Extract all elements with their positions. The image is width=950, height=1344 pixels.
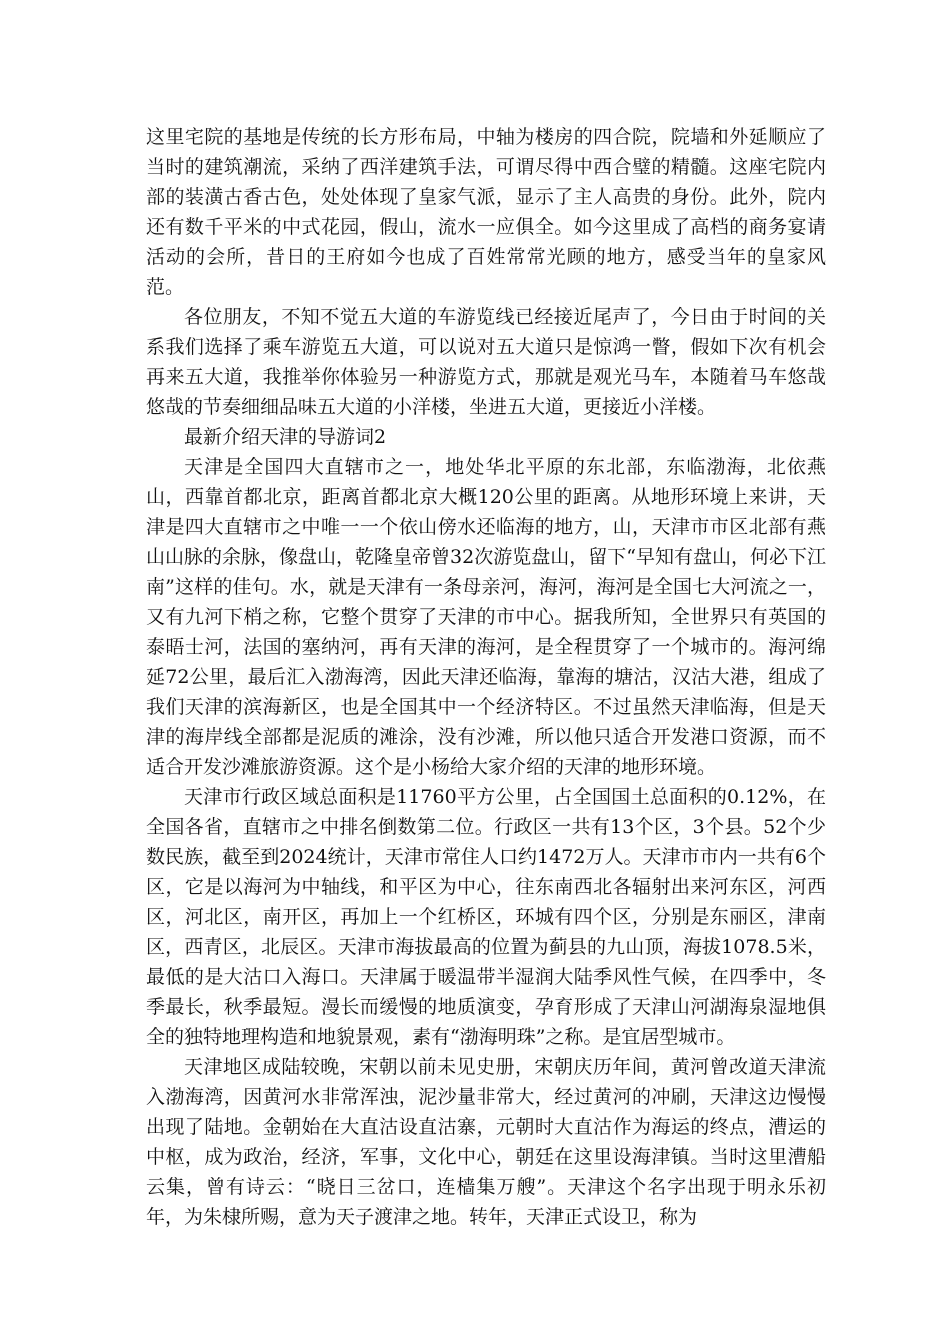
document-page <box>146 122 826 1232</box>
paragraph-administration: 天津市行政区域总面积是11760平方公里，占全国国土总面积的0.12%，在全国各省，直辖市之中排名倒数第二位。行政区一共有13个区，3个县。52个少数民族，截至到2024统计，天津市常住人口约1472万人。天津市市内一共有6个区，它是以海河为中轴线，和平区为中心，往东南西北各辐射出来河东区，河西区，河北区，南开区，再加上一个红桥区，环城有四个区，分别是东丽区，津南区，西青区，北辰区。天津市海拔最高的位置为蓟县的九山顶，海拔1078.5米，最低的是大沽口入海口。天津属于暖温带半湿润大陆季风性气候，在四季中，冬季最长，秋季最短。漫长而缓慢的地质演变，孕育形成了天津山河湖海泉湿地俱全的独特地理构造和地貌景观，素有“渤海明珠”之称。是宜居型城市。 <box>146 786 826 1048</box>
paragraph-geography: 天津是全国四大直辖市之一，地处华北平原的东北部，东临渤海，北依燕山，西靠首都北京，距离首都北京大概120公里的距离。从地形环境上来讲，天津是四大直辖市之中唯一一个依山傍水还临海的地方，山，天津市市区北部有燕山山脉的余脉，像盘山，乾隆皇帝曾32次游览盘山，留下“早知有盘山，何必下江南”这样的佳句。水，就是天津有一条母亲河，海河，海河是全国七大河流之一，又有九河下梢之称，它整个贯穿了天津的市中心。据我所知，全世界只有英国的泰晤士河，法国的塞纳河，再有天津的海河，是全程贯穿了一个城市的。海河绵延72公里，最后汇入渤海湾，因此天津还临海，靠海的塘沽，汉沽大港，组成了我们天津的滨海新区，也是全国其中一个经济特区。不过虽然天津临海，但是天津的海岸线全部都是泥质的滩涂，没有沙滩，所以他只适合开发港口资源，而不适合开发沙滩旅游资源。这个是小杨给大家介绍的天津的地形环境。 <box>146 456 826 778</box>
paragraph-residence: 这里宅院的基地是传统的长方形布局，中轴为楼房的四合院，院墙和外延顺应了当时的建筑潮流，采纳了西洋建筑手法，可谓尽得中西合璧的精髓。这座宅院内部的装潢古香古色，处处体现了皇家气派，显示了主人高贵的身份。此外，院内还有数千平米的中式花园，假山，流水一应俱全。如今这里成了高档的商务宴请活动的会所，昔日的王府如今也成了百姓常常光顾的地方，感受当年的皇家风范。 <box>146 126 826 298</box>
paragraph-wudadao-tour: 各位朋友，不知不觉五大道的车游览线已经接近尾声了，今日由于时间的关系我们选择了乘车游览五大道，可以说对五大道只是惊鸿一瞥，假如下次有机会再来五大道，我推举你体验另一种游览方式，那就是观光马车，本随着马车悠哉悠哉的节奏细细品味五大道的小洋楼，坐进五大道，更接近小洋楼。 <box>146 306 826 418</box>
section-heading: 最新介绍天津的导游词2 <box>184 426 387 448</box>
paragraph-history: 天津地区成陆较晚，宋朝以前未见史册，宋朝庆历年间，黄河曾改道天津流入渤海湾，因黄河水非常浑浊，泥沙量非常大，经过黄河的冲刷，天津这边慢慢出现了陆地。金朝始在大直沽设直沽寨，元朝时大直沽作为海运的终点，漕运的中枢，成为政治，经济，军事，文化中心，朝廷在这里设海津镇。当时这里漕船云集，曾有诗云：“晓日三岔口，连樯集万艘”。天津这个名字出现于明永乐初年，为朱棣所赐，意为天子渡津之地。转年，天津正式设卫，称为 <box>146 1056 826 1228</box>
